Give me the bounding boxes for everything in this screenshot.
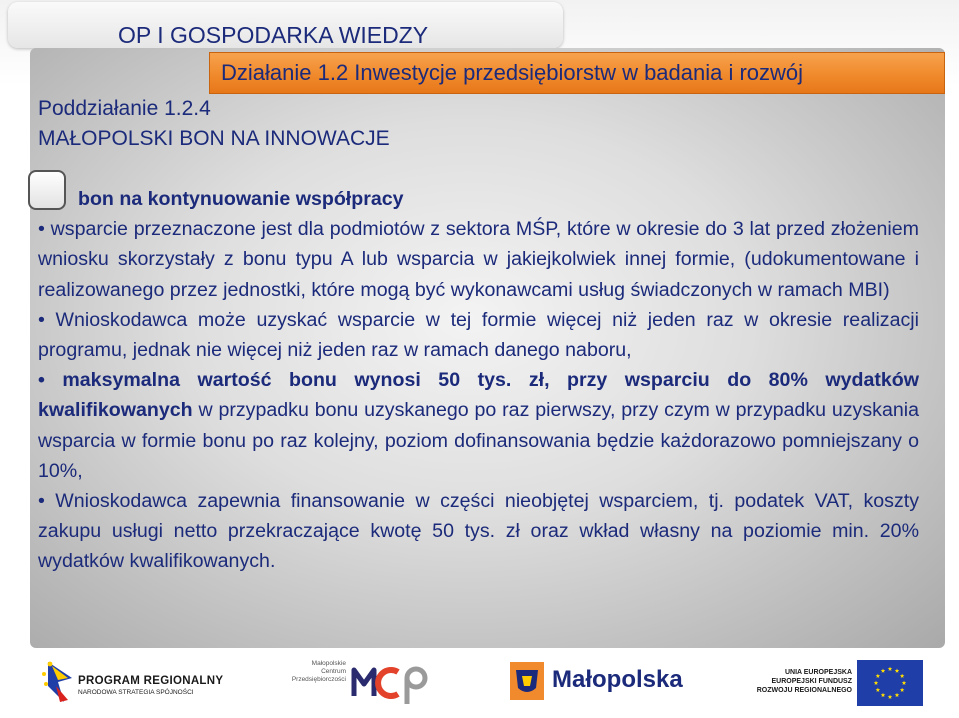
paragraph-max-value (38, 365, 919, 486)
eu-caption (752, 668, 852, 695)
max-value-rest: w przypadku bonu uzyskanego po raz pierwszy, przy czym w przypadku uzyskania wsparcia w formie bonu po raz kolejny, poziom dofinansowania będzie każdorazowo pomniejszany o 10%, (38, 399, 919, 482)
paragraph-frequency: • Wnioskodawca może uzyskać wsparcie w tej formie więcej niż jeden raz w okresie realizacji programu, jednak nie więcej niż jeden raz w ramach danego naboru, (38, 308, 919, 362)
eu-line-1: UNIA EUROPEJSKA (784, 669, 852, 676)
eu-line-3: ROZWOJU REGIONALNEGO (756, 687, 852, 694)
program-subtitle: NARODOWA STRATEGIA SPÓJNOŚCI (78, 689, 194, 696)
max-value-bold: • maksymalna wartość bonu wynosi 50 tys. zł, przy wsparciu do 80% wydatków kwalifikowanych (38, 369, 919, 422)
action-title: Działanie 1.2 Inwestycje przedsiębiorstw w badania i rozwój (221, 60, 804, 85)
mcp-line-1: Małopolskie (311, 660, 346, 667)
malopolska-name: Małopolska (552, 666, 683, 693)
section-heading: bon na kontynuowanie współpracy (78, 188, 404, 210)
malopolska-crest-icon (510, 662, 544, 700)
mcp-caption (286, 660, 346, 684)
mcp-logo-icon (350, 656, 430, 708)
eu-line-2: EUROPEJSKI FUNDUSZ (771, 678, 852, 685)
paragraph-eligibility: • wsparcie przeznaczone jest dla podmiotów z sektora MŚP, które w okresie do 3 lat przed złożeniem wniosku skorzystały z bonu typu A lub wsparcia w jakiejkolwiek innej formie, (udokumentowane i realizowanego przez jednostki, które mogą być wykonawcami usług świadczonych w ramach MBI) (38, 218, 919, 301)
bon-title: MAŁOPOLSKI BON NA INNOWACJE (38, 127, 390, 150)
mcp-line-3: Przedsiębiorczości (291, 676, 346, 683)
program-title: OP I GOSPODARKA WIEDZY (118, 22, 429, 48)
paragraph-financing: • Wnioskodawca zapewnia finansowanie w części nieobjętej wsparciem, tj. podatek VAT, koszty zakupu usługi netto przekraczające kwotę 50 tys. zł oraz wkład własny na poziomie min. 20% wydatków kwalifikowanych. (38, 490, 919, 573)
subaction-title: Poddziałanie 1.2.4 (38, 97, 211, 120)
program-name: PROGRAM REGIONALNY (78, 675, 224, 687)
mcp-line-2: Centrum (321, 668, 346, 675)
content-text (38, 184, 919, 577)
eu-flag-icon (857, 660, 923, 706)
